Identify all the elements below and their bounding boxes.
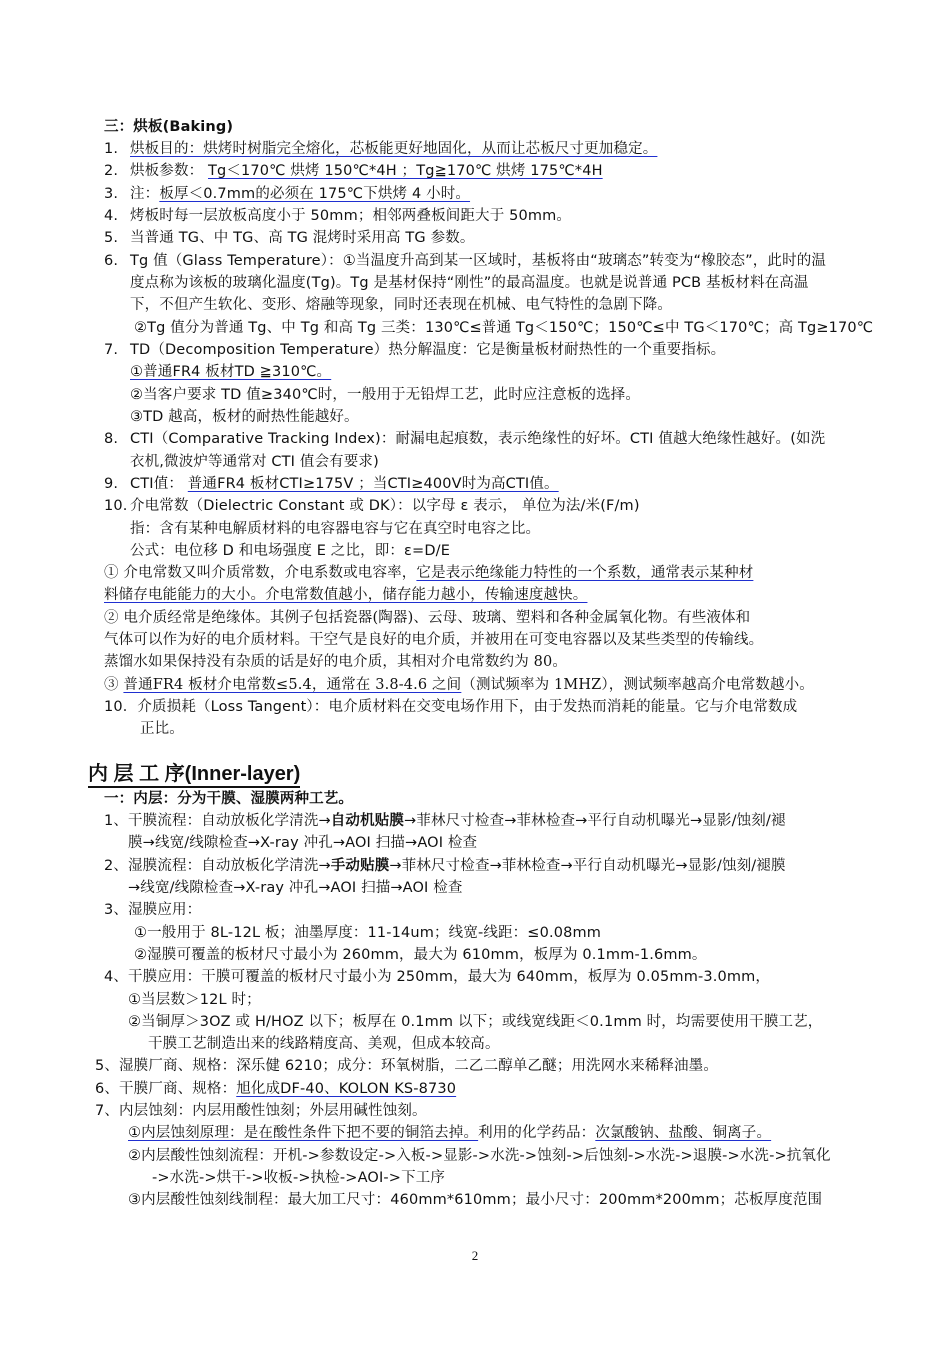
baking-item-3: 3. 注：板厚＜0.7mm的必须在 175℃下烘烤 4 小时。 bbox=[104, 186, 471, 202]
inner-item-7-sub-3: ③内层酸性蚀刻线制程：最大加工尺寸：460mm*610mm；最小尺寸：200mm*200mm；芯板厚度范围 bbox=[128, 1192, 823, 1208]
baking-item-7-sub-3: ③TD 越高，板材的耐热性能越好。 bbox=[130, 409, 359, 425]
baking-item-4: 4. 烤板时每一层放板高度小于 50mm；相邻两叠板间距大于 50mm。 bbox=[104, 208, 572, 224]
inner-item-3: 3、湿膜应用： bbox=[104, 902, 202, 918]
inner-item-7-sub-2-line-2: ->水洗->烘干->收板->执检->AOI->下工序 bbox=[152, 1170, 446, 1186]
inner-item-1-line-2: 膜→线宽/线隙检查→X-ray 冲孔→AOI 扫描→AOI 检查 bbox=[128, 835, 478, 851]
dk-note-2-line-2: 气体可以作为好的电介质材料。干空气是良好的电介质，并被用在可变电容器以及某些类型的传输线。 bbox=[104, 632, 764, 648]
inner-item-6: 6、干膜厂商、规格：旭化成DF-40、KOLON KS-8730 bbox=[95, 1081, 457, 1097]
page-number: 2 bbox=[471, 1248, 479, 1263]
baking-item-8-line-2: 衣机,微波炉等通常对 CTI 值会有要求) bbox=[130, 454, 379, 470]
baking-item-6-line-4: ②Tg 值分为普通 Tg、中 Tg 和高 Tg 三类：130℃≤普通 Tg＜150℃；150℃≤中 TG＜170℃；高 Tg≥170℃ bbox=[134, 320, 874, 336]
inner-item-3-sub-1: ①一般用于 8L-12L 板；油墨厚度：11-14um；线宽-线距：≤0.08mm bbox=[134, 925, 602, 941]
baking-item-8: 8. CTI（Comparative Tracking Index)：耐漏电起痕数，表示绝缘性的好坏。CTI 值越大绝缘性越好。(如洗 bbox=[104, 431, 826, 447]
baking-item-5: 5. 当普通 TG、中 TG、高 TG 混烤时采用高 TG 参数。 bbox=[104, 230, 475, 246]
baking-item-6-line-3: 下，不但产生软化、变形、熔融等现象，同时还表现在机械、电气特性的急剧下降。 bbox=[130, 297, 673, 313]
dk-note-3: ③ 普通FR4 板材介电常数≤5.4，通常在 3.8-4.6 之间（测试频率为 1MHZ），测试频率越高介电常数越小。 bbox=[104, 677, 814, 693]
inner-item-7: 7、内层蚀刻：内层用酸性蚀刻；外层用碱性蚀刻。 bbox=[95, 1103, 427, 1119]
baking-item-10-sub-1: 指：含有某种电解质材料的电容器电容与它在真空时电容之比。 bbox=[130, 521, 541, 537]
baking-item-1: 1. 烘板目的：烘烤时树脂完全熔化，芯板能更好地固化，从而让芯板尺寸更加稳定。 bbox=[104, 141, 658, 157]
baking-item-7-sub-2: ②当客户要求 TD 值≥340℃时，一般用于无铅焊工艺，此时应注意板的选择。 bbox=[130, 387, 641, 403]
dk-note-2: ② 电介质经常是绝缘体。其例子包括瓷器(陶器)、云母、玻璃、塑料和各种金属氧化物。有些液体和 bbox=[104, 610, 751, 626]
inner-subtitle: 一：内层：分为干膜、湿膜两种工艺。 bbox=[104, 791, 354, 807]
dk-note-2-line-3: 蒸馏水如果保持没有杂质的话是好的电介质，其相对介电常数约为 80。 bbox=[104, 654, 568, 670]
section-heading-inner-layer: 内 层 工 序(Inner-layer) bbox=[88, 762, 300, 788]
inner-item-5: 5、湿膜厂商、规格：深乐健 6210；成分：环氧树脂，二乙二醇单乙醚；用洗网水来稀释油墨。 bbox=[95, 1058, 718, 1074]
inner-item-2-line-2: →线宽/线隙检查→X-ray 冲孔→AOI 扫描→AOI 检查 bbox=[128, 880, 463, 896]
baking-item-10: 10. 介电常数（Dielectric Constant 或 DK）：以字母 ε 表示， 单位为法/米(F/m) bbox=[104, 498, 640, 514]
baking-item-2: 2. 烘板参数： Tg＜170℃ 烘烤 150℃*4H ；Tg≧170℃ 烘烤 175℃*4H bbox=[104, 163, 603, 179]
inner-item-1: 1、干膜流程：自动放板化学清洗→自动机贴膜→菲林尺寸检查→菲林检查→平行自动机曝光→显影/蚀刻/褪 bbox=[104, 813, 786, 829]
baking-item-11: 10．介质损耗（Loss Tangent）：电介质材料在交变电场作用下，由于发热而消耗的能量。它与介电常数成 bbox=[104, 699, 798, 715]
inner-item-4: 4、干膜应用：干膜可覆盖的板材尺寸最小为 250mm，最大为 640mm，板厚为 0.05mm-3.0mm， bbox=[104, 969, 771, 985]
baking-item-7-sub-1: ①普通FR4 板材TD ≧310℃。 bbox=[130, 364, 332, 380]
section-title-baking: 三：烘板(Baking) bbox=[104, 119, 234, 135]
baking-item-7: 7. TD（Decomposition Temperature）热分解温度：它是衡量板材耐热性的一个重要指标。 bbox=[104, 342, 726, 358]
baking-item-6-line-2: 度点称为该板的玻璃化温度(Tg)。Tg 是基材保持“刚性”的最高温度。也就是说普通 PCB 基板材料在高温 bbox=[130, 275, 809, 291]
inner-item-3-sub-2: ②湿膜可覆盖的板材尺寸最小为 260mm，最大为 610mm，板厚为 0.1mm-1.6mm。 bbox=[134, 947, 707, 963]
baking-item-6: 6. Tg 值（Glass Temperature）：①当温度升高到某一区域时，基板将由“玻璃态”转变为“橡胶态”，此时的温 bbox=[104, 253, 827, 269]
dk-note-1-line-2: 料储存电能能力的大小。介电常数值越小，储存能力越小，传输速度越快。 bbox=[104, 587, 588, 603]
baking-item-11-line-2: 正比。 bbox=[140, 721, 184, 737]
baking-item-10-sub-2: 公式：电位移 D 和电场强度 E 之比，即：ε=D/E bbox=[130, 543, 451, 559]
dk-note-1: ① 介电常数又叫介质常数，介电系数或电容率，它是表示绝缘能力特性的一个系数，通常表示某种材 bbox=[104, 565, 754, 581]
inner-item-2: 2、湿膜流程：自动放板化学清洗→手动贴膜→菲林尺寸检查→菲林检查→平行自动机曝光→显影/蚀刻/褪膜 bbox=[104, 858, 786, 874]
inner-item-4-sub-1: ①当层数＞12L 时； bbox=[128, 992, 261, 1008]
inner-item-7-sub-2: ②内层酸性蚀刻流程：开机->参数设定->入板->显影->水洗->蚀刻->后蚀刻->水洗->退膜->水洗->抗氧化 bbox=[128, 1148, 831, 1164]
inner-item-4-sub-2: ②当铜厚＞3OZ 或 H/HOZ 以下；板厚在 0.1mm 以下；或线宽线距＜0.1mm 时，均需要使用干膜工艺， bbox=[128, 1014, 823, 1030]
inner-item-4-sub-3: 干膜工艺制造出来的线路精度高、美观，但成本较高。 bbox=[148, 1036, 500, 1052]
baking-item-9: 9. CTI值： 普通FR4 板材CTI≥175V ；当CTI≥400V时为高CTI值。 bbox=[104, 476, 559, 492]
inner-item-7-sub-1: ①内层蚀刻原理：是在酸性条件下把不要的铜箔去掉。利用的化学药品：次氯酸钠、盐酸、铜离子。 bbox=[128, 1125, 772, 1141]
